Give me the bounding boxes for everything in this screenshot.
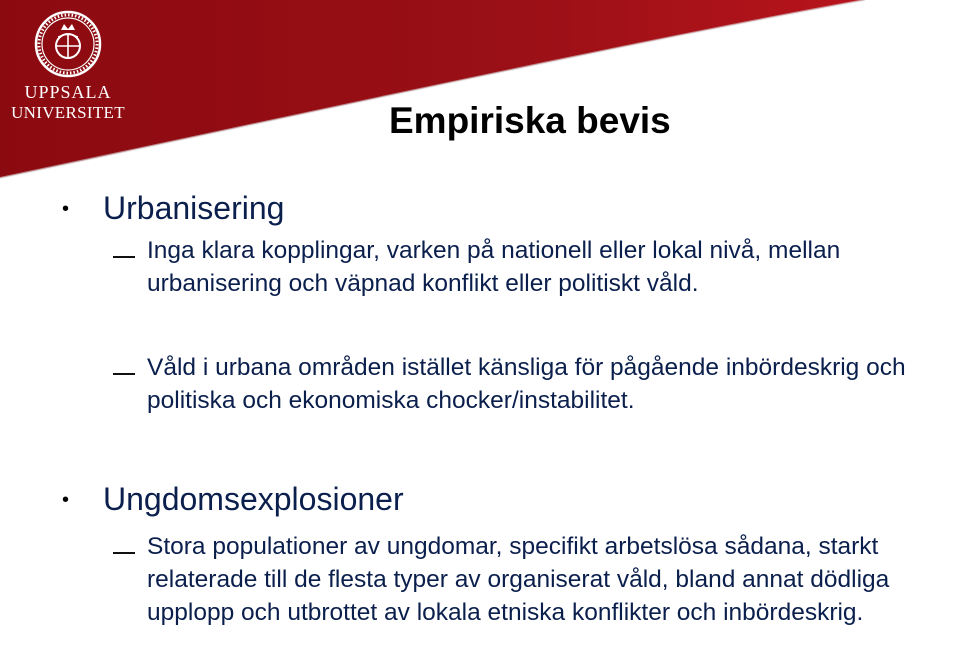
list-item-text: Inga klara kopplingar, varken på nationell eller lokal nivå, mellan urbanisering och väpnad konflikt eller politiskt våld. <box>147 237 841 297</box>
section-heading: Ungdomsexplosioner <box>103 481 404 517</box>
header-banner <box>0 0 960 190</box>
bullet-marker: • <box>62 198 70 220</box>
list-item-text: Våld i urbana områden istället känsliga för pågående inbördeskrig och politiska och ekonomiska chocker/instabilitet. <box>147 354 906 414</box>
university-name-line2: UNIVERSITET <box>11 103 125 122</box>
dash-marker <box>113 373 135 375</box>
dash-marker <box>113 256 135 258</box>
university-name-line1: UPPSALA <box>24 82 112 102</box>
list-item-text: Stora populationer av ungdomar, specifikt arbetslösa sådana, starkt relaterade till de flesta typer av organiserat våld, bland annat dödliga upplopp och utbrottet av lokala etniska konflikter och inbördeskrig. <box>147 533 890 626</box>
slide-title: Empiriska bevis <box>389 100 671 141</box>
bullet-marker: • <box>62 489 70 511</box>
dash-marker <box>113 552 135 554</box>
section-heading: Urbanisering <box>103 190 285 226</box>
university-logo <box>0 0 136 135</box>
university-seal-icon <box>34 10 102 78</box>
